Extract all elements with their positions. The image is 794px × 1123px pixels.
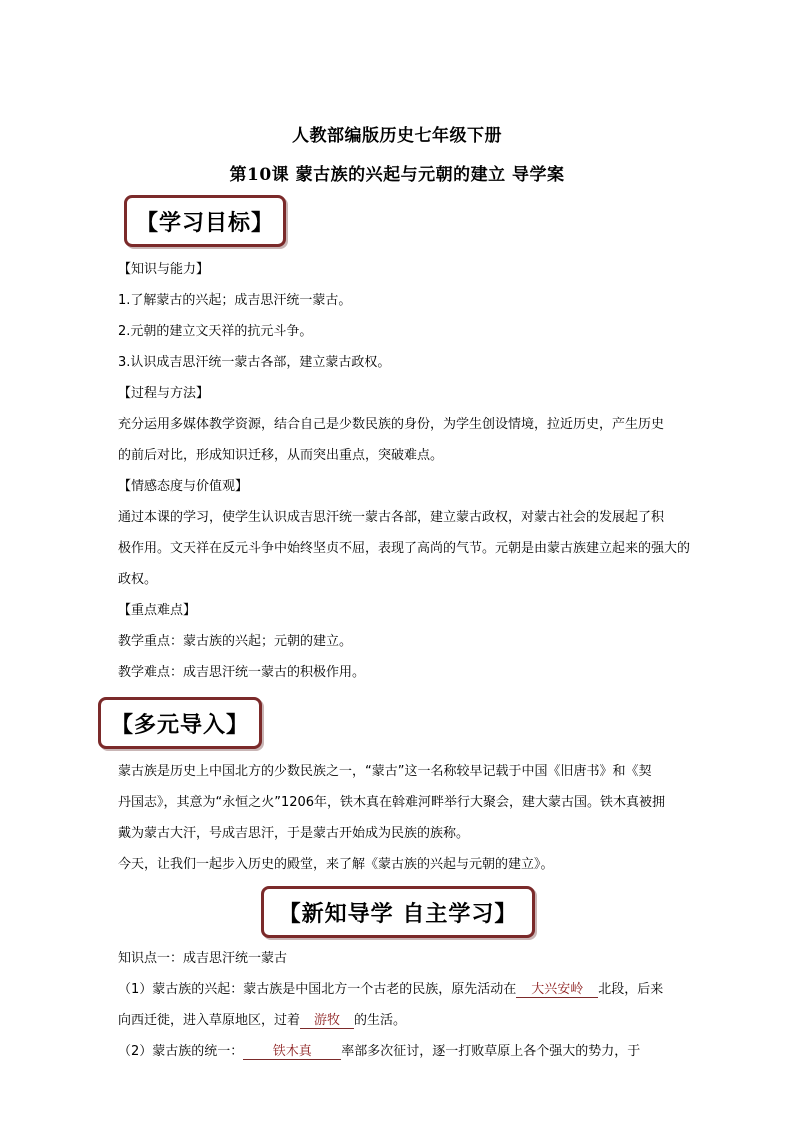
item1-text-b: 北段，后来 xyxy=(598,982,664,997)
intro-paragraph-line-1: 蒙古族是历史上中国北方的少数民族之一，“蒙古”这一名称较早记载于中国《旧唐书》和《契 xyxy=(118,764,652,779)
knowledge-item-2: 2.元朝的建立文天祥的抗元斗争。 xyxy=(118,324,313,339)
answer-blank-leader: 铁木真 xyxy=(243,1044,341,1060)
intro-paragraph-line-2: 丹国志》，其意为“永恒之火”1206年，铁木真在斡难河畔举行大聚会，建大蒙古国。铁木真被拥 xyxy=(118,795,666,810)
emotion-paragraph-line-2: 极作用。文天祥在反元斗争中始终坚贞不屈，表现了高尚的气节。元朝是由蒙古族建立起来的强大的 xyxy=(118,541,691,556)
process-paragraph-line-2: 的前后对比，形成知识迁移，从而突出重点，突破难点。 xyxy=(118,448,444,463)
emotion-paragraph-line-3: 政权。 xyxy=(118,572,158,587)
item1-text-c: 向西迁徙，进入草原地区，过着 xyxy=(118,1013,301,1028)
knowledge-item-2-line-1 xyxy=(118,1044,708,1060)
process-method-heading: 【过程与方法】 xyxy=(118,386,210,401)
intro-today-line: 今天，让我们一起步入历史的殿堂，来了解《蒙古族的兴起与元朝的建立》。 xyxy=(118,857,554,872)
knowledge-ability-heading: 【知识与能力】 xyxy=(118,262,210,277)
emotion-paragraph-line-1: 通过本课的学习，使学生认识成吉思汗统一蒙古各部，建立蒙古政权，对蒙古社会的发展起了积 xyxy=(118,510,665,525)
knowledge-point-1-title: 知识点一：成吉思汗统一蒙古 xyxy=(118,951,288,966)
key-point: 教学重点：蒙古族的兴起；元朝的建立。 xyxy=(118,634,353,649)
item1-text-d: 的生活。 xyxy=(354,1013,407,1028)
key-difficult-heading: 【重点难点】 xyxy=(118,603,197,618)
item2-text-b: 率部多次征讨，逐一打败草原上各个强大的势力，于 xyxy=(341,1044,641,1059)
process-paragraph-line-1: 充分运用多媒体教学资源，结合自己是少数民族的身份，为学生创设情境，拉近历史，产生历史 xyxy=(118,417,665,432)
difficult-point: 教学难点：成吉思汗统一蒙古的积极作用。 xyxy=(118,665,366,680)
book-title: 人教部编版历史七年级下册 xyxy=(292,126,502,146)
emotion-values-heading: 【情感态度与价值观】 xyxy=(118,479,249,494)
knowledge-item-1-line-2 xyxy=(118,1013,708,1029)
intro-paragraph-line-3: 戴为蒙古大汗，号成吉思汗，于是蒙古开始成为民族的族称。 xyxy=(118,826,470,841)
knowledge-item-1: 1.了解蒙古的兴起；成吉思汗统一蒙古。 xyxy=(118,293,352,308)
item1-text-a: （1）蒙古族的兴起：蒙古族是中国北方一个古老的民族，原先活动在 xyxy=(118,982,517,997)
introduction-heading-box: 【多元导入】 xyxy=(98,697,262,749)
answer-blank-lifestyle: 游牧 xyxy=(300,1013,354,1029)
answer-blank-region: 大兴安岭 xyxy=(516,982,598,998)
item2-text-a: （2）蒙古族的统一： xyxy=(118,1044,244,1059)
knowledge-item-1-line-1 xyxy=(118,982,708,998)
lesson-title: 第10课 蒙古族的兴起与元朝的建立 导学案 xyxy=(229,165,565,185)
learning-goals-heading-box: 【学习目标】 xyxy=(124,195,286,247)
knowledge-item-3: 3.认识成吉思汗统一蒙古各部，建立蒙古政权。 xyxy=(118,355,391,370)
new-knowledge-heading-box: 【新知导学 自主学习】 xyxy=(261,886,535,938)
